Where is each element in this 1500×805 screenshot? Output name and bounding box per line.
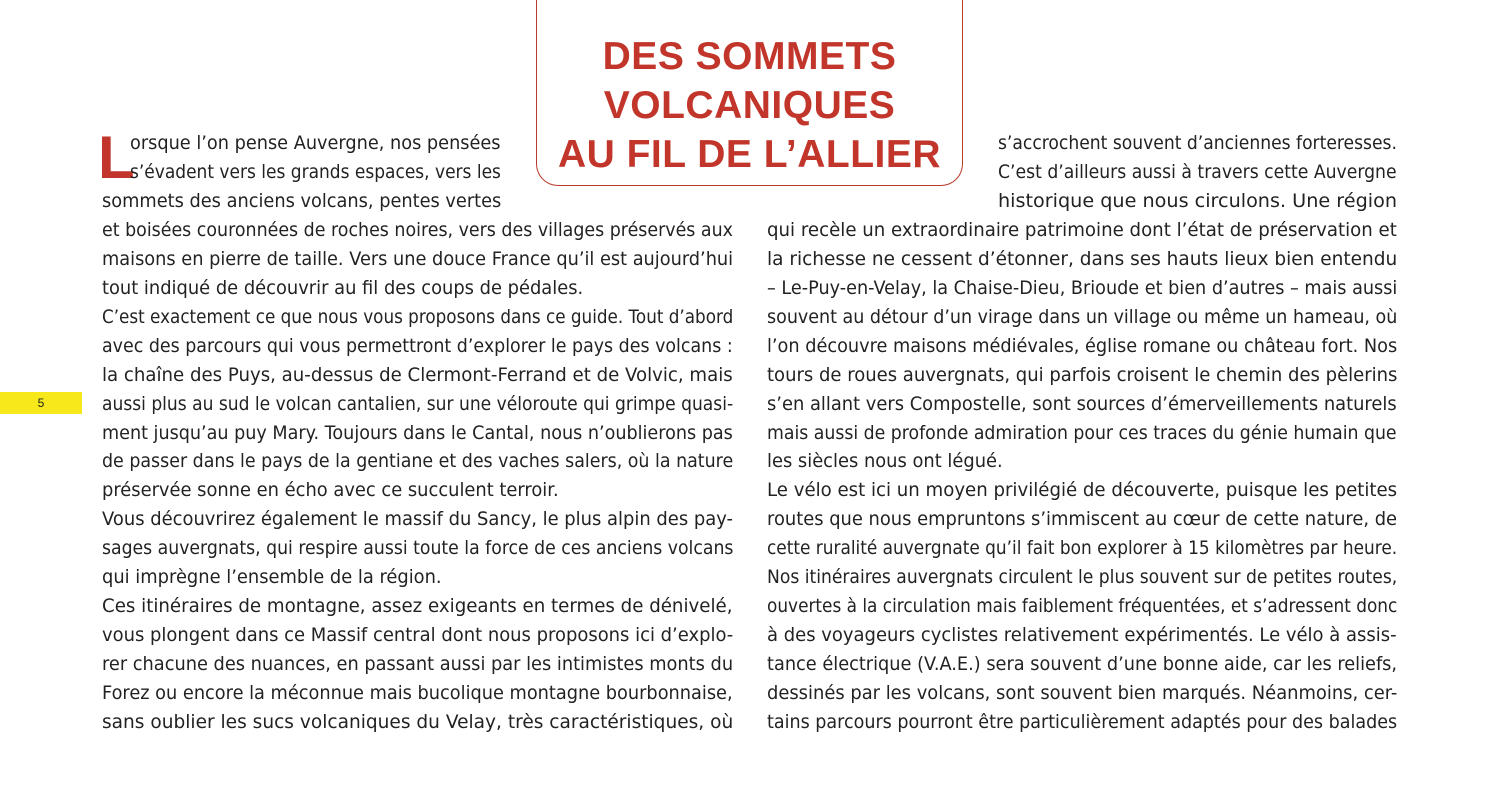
right-text-line: – Le-Puy-en-Velay, la Chaise-Dieu, Brioude et bien d’autres – mais aussi: [767, 276, 1398, 299]
title-line-1: DES SOMMETS: [602, 35, 897, 78]
right-text-line: tains parcours pourront être particulièrement adaptés pour des balades: [767, 711, 1398, 733]
drop-cap: L: [98, 124, 135, 191]
left-text-line: ment jusqu’au puy Mary. Toujours dans le Cantal, nous n’oublierons pas: [102, 421, 733, 444]
right-text-line: routes que nous empruntons s’immiscent au cœur de cette nature, de: [767, 508, 1398, 531]
left-text-line: sommets des anciens volcans, pentes vertes: [102, 189, 502, 212]
right-text-line: les siècles nous ont légué.: [767, 450, 1003, 473]
right-text-line: C’est d’ailleurs aussi à travers cette Auvergne: [998, 160, 1397, 183]
title-line-3: AU FIL DE L’ALLIER: [557, 133, 942, 176]
right-text-line: la richesse ne cessent d’étonner, dans ses hauts lieux bien entendu: [767, 247, 1398, 270]
right-text-line: tance électrique (V.A.E.) sera souvent d’une bonne aide, car les reliefs,: [767, 653, 1398, 676]
left-text-line: la chaîne des Puys, au-dessus de Clermont-Ferrand et de Volvic, mais: [102, 363, 733, 386]
left-text-line: orsque l’on pense Auvergne, nos pensées: [130, 132, 501, 154]
right-text-line: ouvertes à la circulation mais faiblement fréquentées, et s’adressent donc: [767, 595, 1398, 618]
left-text-line: tout indiqué de découvrir au fil des coups de pédales.: [102, 276, 584, 299]
right-text-line: s’en allant vers Compostelle, sont sources d’émerveillements naturels: [767, 392, 1397, 415]
left-text-line: sages auvergnats, qui respire aussi toute la force de ces anciens volcans: [102, 537, 734, 560]
left-text-line: s’évadent vers les grands espaces, vers les: [130, 160, 501, 183]
left-text-line: Ces itinéraires de montagne, assez exigeants en termes de dénivelé,: [102, 595, 733, 618]
right-text-line: s’accrochent souvent d’anciennes forteresses.: [998, 132, 1397, 154]
left-text-line: qui imprègne l’ensemble de la région.: [102, 566, 442, 589]
left-text-line: Vous découvrirez également le massif du Sancy, le plus alpin des pay-: [102, 508, 733, 531]
right-text-line: souvent au détour d’un virage dans un village ou même un hameau, où: [767, 305, 1398, 328]
left-text-line: vous plongent dans ce Massif central dont nous proposons ici d’explo-: [102, 624, 734, 647]
right-text-line: Nos itinéraires auvergnats circulent le plus souvent sur de petites routes,: [767, 566, 1398, 589]
right-text-line: mais aussi de profonde admiration pour ces traces du génie humain que: [767, 421, 1397, 444]
right-text-line: tours de roues auvergnats, qui parfois croisent le chemin des pèlerins: [767, 363, 1398, 386]
left-text-line: aussi plus au sud le volcan cantalien, sur une véloroute qui grimpe quasi-: [102, 392, 734, 415]
right-text-line: l’on découvre maisons médiévales, église romane ou château fort. Nos: [767, 334, 1398, 357]
left-text-line: sans oublier les sucs volcaniques du Velay, très caractéristiques, où: [102, 711, 734, 733]
left-text-line: avec des parcours qui vous permettront d’explorer le pays des volcans :: [102, 334, 733, 357]
right-text-line: qui recèle un extraordinaire patrimoine dont l’état de préservation et: [767, 218, 1397, 241]
title-line-2: VOLCANIQUES: [603, 84, 896, 127]
title-box: [536, 0, 963, 186]
right-text-line: cette ruralité auvergnate qu’il fait bon explorer à 15 kilomètres par heure.: [767, 537, 1398, 560]
right-text-line: à des voyageurs cyclistes relativement expérimentés. Le vélo à assis-: [767, 624, 1397, 647]
left-text-line: maisons en pierre de taille. Vers une douce France qu’il est aujourd’hui: [102, 247, 734, 270]
left-text-line: de passer dans le pays de la gentiane et des vaches salers, où la nature: [102, 450, 734, 473]
page-number: 5: [37, 396, 45, 410]
right-text-line: dessinés par les volcans, sont souvent bien marqués. Néanmoins, cer-: [767, 682, 1398, 705]
left-text-line: et boisées couronnées de roches noires, vers des villages préservés aux: [102, 218, 733, 241]
right-text-line: Le vélo est ici un moyen privilégié de découverte, puisque les petites: [767, 479, 1398, 502]
left-text-line: Forez ou encore la méconnue mais bucolique montagne bourbonnaise,: [102, 682, 733, 705]
left-text-line: rer chacune des nuances, en passant aussi par les intimistes monts du: [102, 653, 734, 676]
left-text-line: C’est exactement ce que nous vous proposons dans ce guide. Tout d’abord: [102, 305, 734, 328]
page-number-tab: [0, 392, 82, 414]
left-text-line: préservée sonne en écho avec ce succulent terroir.: [102, 479, 559, 502]
right-text-line: historique que nous circulons. Une région: [998, 189, 1397, 212]
